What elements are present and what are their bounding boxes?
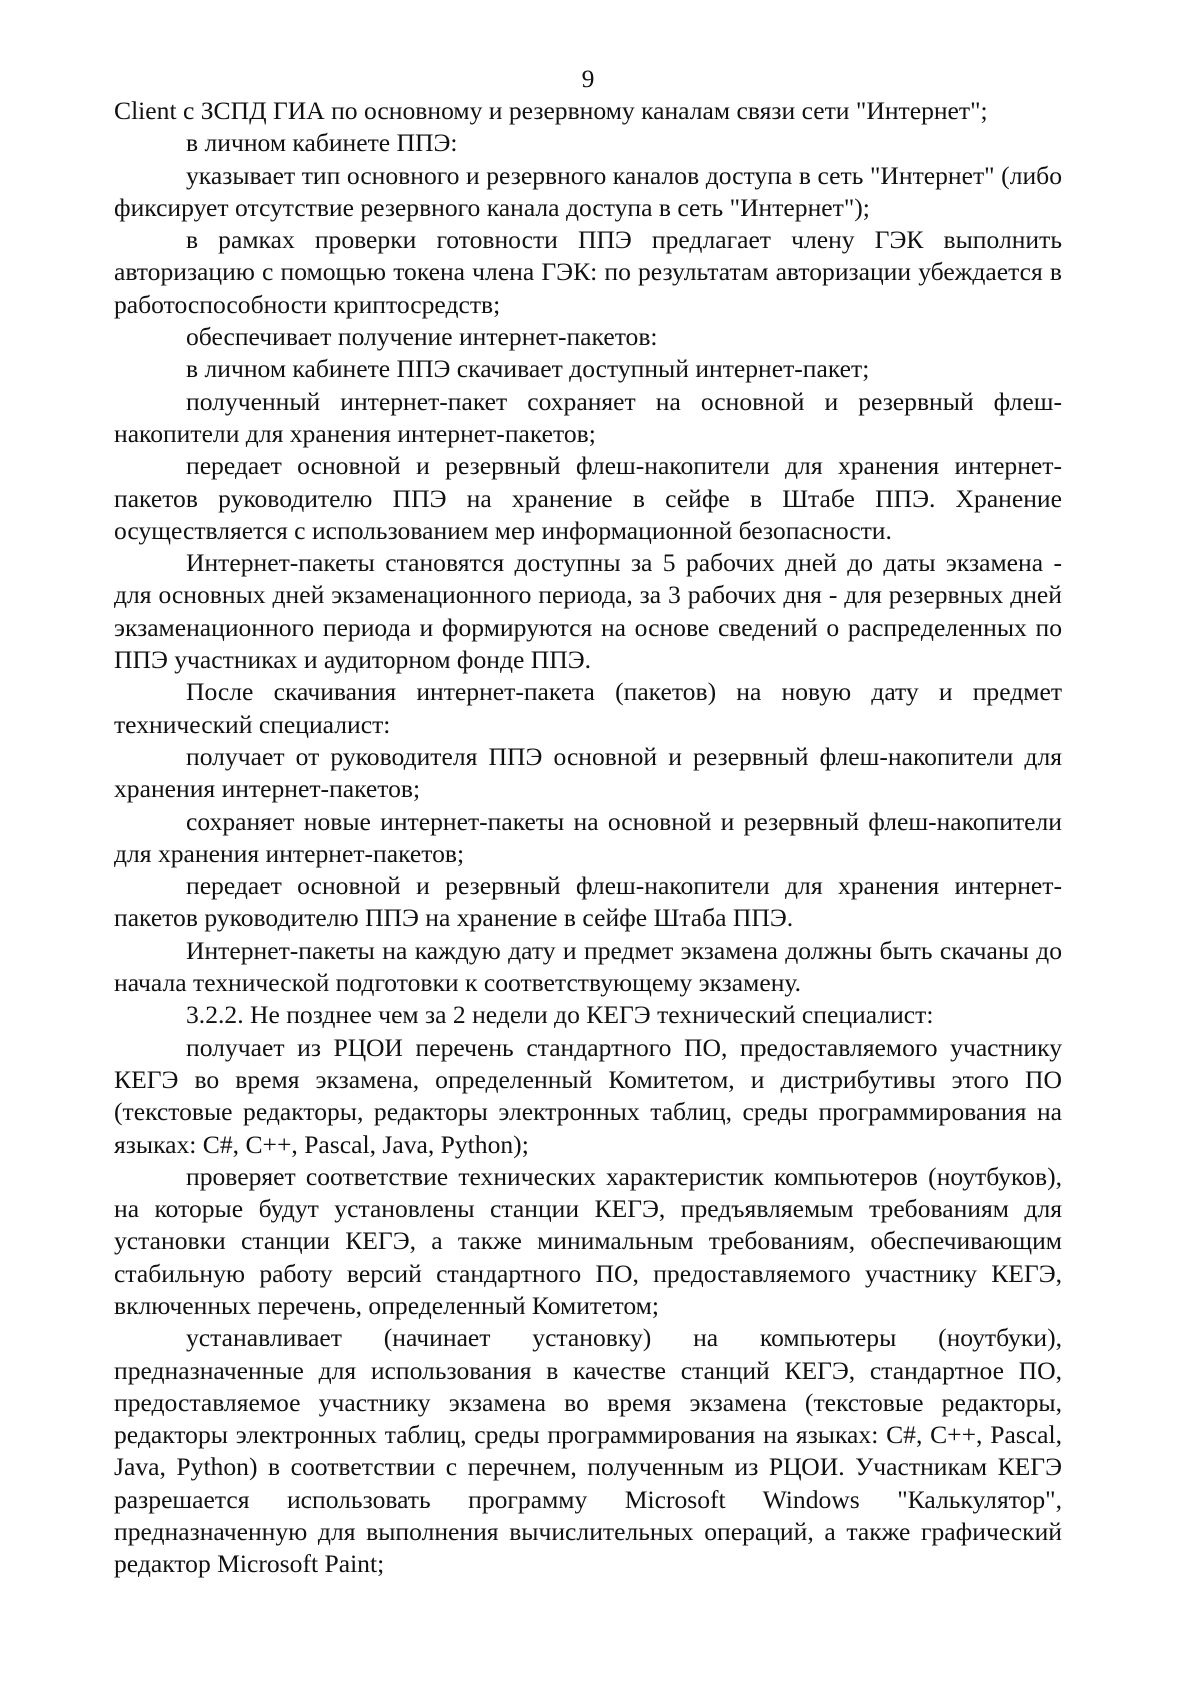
- paragraph: обеспечивает получение интернет-пакетов:: [186, 322, 658, 352]
- paragraph: полученный интернет-пакет сохраняет на основной и резервный флеш-накопители для хранения интернет-пакетов;: [114, 386, 1062, 448]
- paragraph: в личном кабинете ППЭ:: [186, 128, 458, 158]
- document-page: [114, 64, 1062, 1581]
- paragraph: передает основной и резервный флеш-накопители для хранения интернет-пакетов руководителю ППЭ на хранение в сейфе Штаба ППЭ.: [114, 871, 1062, 933]
- paragraph: Интернет-пакеты становятся доступны за 5 рабочих дней до даты экзамена - для основных дней экзаменационного периода, за 3 рабочих дня - для резервных дней экзаменационного периода и формируются на основе сведений о распределенных по ППЭ участниках и аудиторном фонде ППЭ.: [114, 548, 1062, 675]
- paragraph: в личном кабинете ППЭ скачивает доступный интернет-пакет;: [186, 354, 870, 384]
- paragraph: передает основной и резервный флеш-накопители для хранения интернет-пакетов руководителю ППЭ на хранение в сейфе в Штабе ППЭ. Хранение осуществляется с использованием мер информационной безопасности.: [114, 451, 1062, 545]
- paragraph: Интернет-пакеты на каждую дату и предмет экзамена должны быть скачаны до начала технической подготовки к соответствующему экзамену.: [114, 935, 1062, 998]
- section-heading-paragraph: 3.2.2. Не позднее чем за 2 недели до КЕГЭ технический специалист:: [186, 1000, 934, 1030]
- paragraph: После скачивания интернет-пакета (пакетов) на новую дату и предмет технический специалист:: [114, 677, 1062, 739]
- paragraph: получает от руководителя ППЭ основной и резервный флеш-накопители для хранения интернет-пакетов;: [114, 741, 1062, 804]
- paragraph: сохраняет новые интернет-пакеты на основной и резервный флеш-накопители для хранения интернет-пакетов;: [114, 806, 1062, 868]
- page-number: 9: [581, 64, 595, 93]
- paragraph: указывает тип основного и резервного каналов доступа в сеть "Интернет" (либо фиксирует отсутствие резервного канала доступа в сеть "Интернет");: [114, 160, 1062, 222]
- paragraph: в рамках проверки готовности ППЭ предлагает члену ГЭК выполнить авторизацию с помощью токена члена ГЭК: по результатам авторизации убеждается в работоспособности криптосредств;: [114, 225, 1062, 319]
- paragraph: устанавливает (начинает установку) на компьютеры (ноутбуки), предназначенные для использования в качестве станций КЕГЭ, стандартное ПО, предоставляемое участнику экзамена во время экзамена (текстовые редакторы, редакторы электронных таблиц, среды программирования на языках: C#, C++, Pascal, Java, Python) в соответствии с перечнем, полученным из РЦОИ. Участникам КЕГЭ разрешается использовать программу Microsoft Windows "Калькулятор", предназначенную для выполнения вычислительных операций, а также графический редактор Microsoft Paint;: [114, 1323, 1062, 1579]
- paragraph: получает из РЦОИ перечень стандартного ПО, предоставляемого участнику КЕГЭ во время экзамена, определенный Комитетом, и дистрибутивы этого ПО (текстовые редакторы, редакторы электронных таблиц, среды программирования на языках: C#, C++, Pascal, Java, Python);: [114, 1032, 1062, 1159]
- paragraph: Client с ЗСПД ГИА по основному и резервному каналам связи сети "Интернет";: [114, 96, 988, 125]
- paragraph: проверяет соответствие технических характеристик компьютеров (ноутбуков), на которые будут установлены станции КЕГЭ, предъявляемым требованиям для установки станции КЕГЭ, а также минимальным требованиям, обеспечивающим стабильную работу версий стандартного ПО, предоставляемого участнику КЕГЭ, включенных перечень, определенный Комитетом;: [114, 1161, 1062, 1320]
